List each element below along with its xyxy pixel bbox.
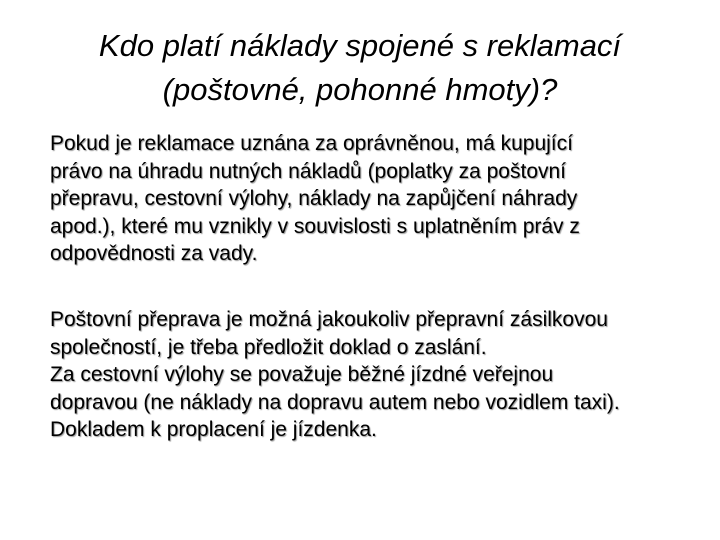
paragraph1-line: odpovědnosti za vady.: [50, 242, 258, 265]
paragraph2-line: Poštovní přeprava je možná jakoukoliv přepravní zásilkovou: [50, 308, 608, 331]
paragraph2-line: Za cestovní výlohy se považuje běžné jízdné veřejnou: [50, 363, 554, 386]
paragraph1-line: Pokud je reklamace uznána za oprávněnou, má kupující: [50, 132, 573, 155]
title-line-1: Kdo platí náklady spojené s reklamací: [98, 28, 622, 63]
title-line-2: (poštovné, pohonné hmoty)?: [162, 72, 558, 107]
paragraph1-line: právo na úhradu nutných nákladů (poplatky za poštovní: [50, 159, 567, 183]
paragraph2-line: Dokladem k proplacení je jízdenka.: [50, 418, 377, 441]
paragraph2-line: dopravou (ne náklady na dopravu autem nebo vozidlem taxi).: [50, 390, 620, 414]
slide-title: [20, 24, 700, 112]
paragraph1-line: přepravu, cestovní výlohy, náklady na zapůjčení náhrady: [50, 187, 578, 210]
paragraph-postal-and-travel: [50, 306, 710, 444]
paragraph2-line: společností, je třeba předložit doklad o zaslání.: [50, 335, 487, 359]
paragraph-reimbursement-right: [50, 130, 710, 268]
paragraph1-line: apod.), které mu vznikly v souvislosti s uplatněním práv z: [50, 214, 580, 238]
